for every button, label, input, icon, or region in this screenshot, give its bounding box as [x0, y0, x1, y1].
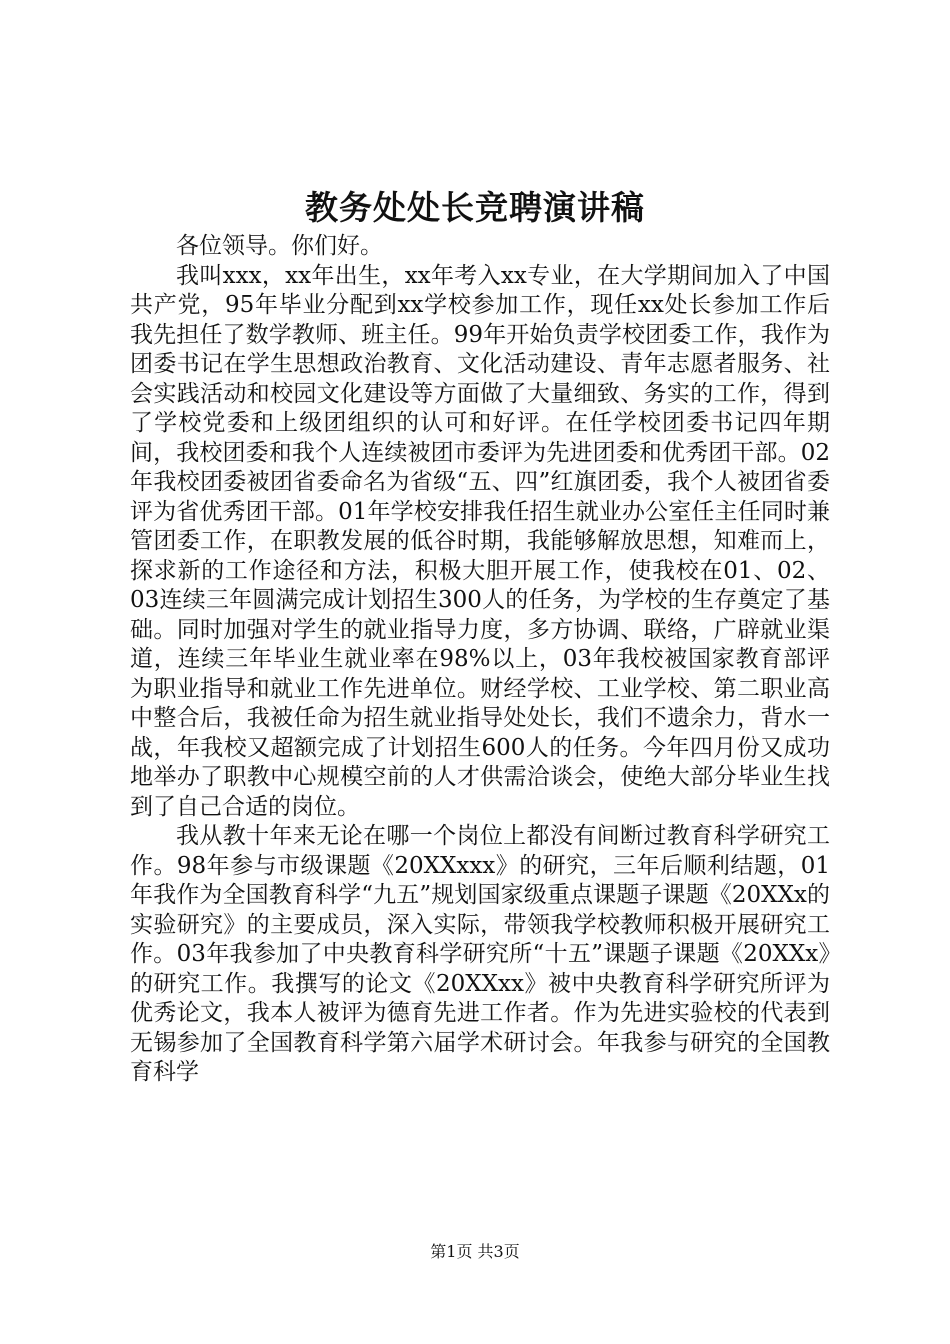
page-footer: 第1页 共3页 — [430, 1242, 520, 1261]
document-body — [130, 232, 830, 1088]
research-paragraph: 我从教十年来无论在哪一个岗位上都没有间断过教育科学研究工作。98年参与市级课题《20XXxxx》的研究，三年后顺利结题，01年我作为全国教育科学“九五”规划国家级重点课题子课题《20XXx的实验研究》的主要成员，深入实际，带领我学校教师积极开展研究工作。03年我参加了中央教育科学研究所“十五”课题子课题《20XXx》的研究工作。我撰写的论文《20XXxx》被中央教育科学研究所评为优秀论文，我本人被评为德育先进工作者。作为先进实验校的代表到无锡参加了全国教育科学第六届学术研讨会。年我参与研究的全国教育科学 — [130, 823, 830, 1085]
experience-paragraph: 我叫xxx，xx年出生，xx年考入xx专业，在大学期间加入了中国共产党，95年毕业分配到xx学校参加工作，现任xx处长参加工作后我先担任了数学教师、班主任。99年开始负责学校团委工作，我作为团委书记在学生思想政治教育、文化活动建设、青年志愿者服务、社会实践活动和校园文化建设等方面做了大量细致、务实的工作，得到了学校党委和上级团组织的认可和好评。在任学校团委书记四年期间，我校团委和我个人连续被团市委评为先进团委和优秀团干部。02年我校团委被团省委命名为省级“五、四”红旗团委，我个人被团省委评为省优秀团干部。01年学校安排我任招生就业办公室任主任同时兼管团委工作，在职教发展的低谷时期，我能够解放思想，知难而上，探求新的工作途径和方法，积极大胆开展工作，使我校在01、02、03连续三年圆满完成计划招生300人的任务，为学校的生存奠定了基础。同时加强对学生的就业指导力度，多方协调、联络，广辟就业渠道，连续三年毕业生就业率在98%以上，03年我校被国家教育部评为职业指导和就业工作先进单位。财经学校、工业学校、第二职业高中整合后，我被任命为招生就业指导处处长，我们不遗余力，背水一战，年我校又超额完成了计划招生600人的任务。今年四月份又成功地举办了职教中心规模空前的人才供需洽谈会，使绝大部分毕业生找到了自己合适的岗位。 — [130, 262, 830, 820]
greeting-paragraph: 各位领导。你们好。 — [176, 233, 383, 259]
document-title: 教务处处长竞聘演讲稿 — [305, 188, 645, 227]
